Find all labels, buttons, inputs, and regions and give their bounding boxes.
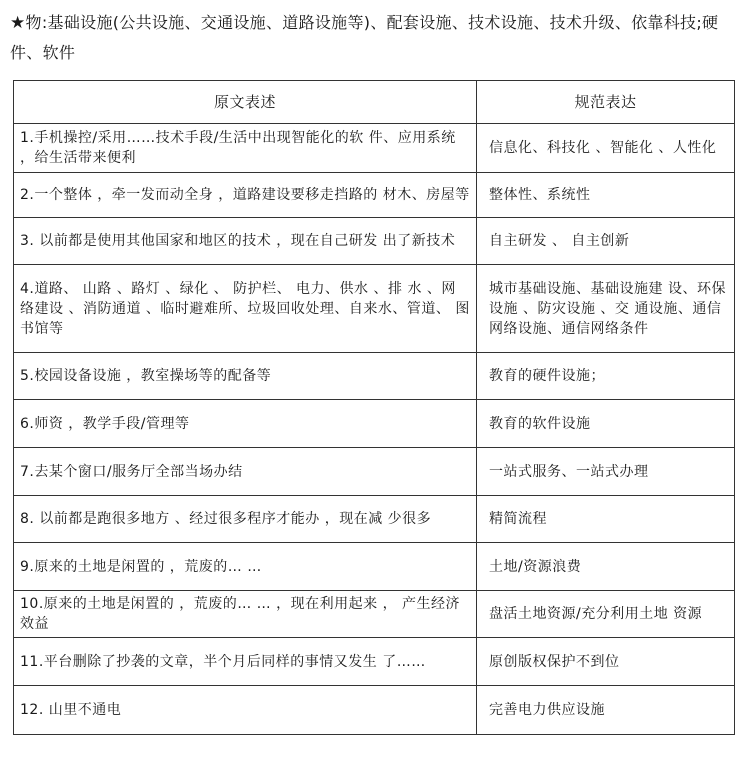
cell-standard: 精简流程 xyxy=(477,496,735,543)
cell-standard: 盘活土地资源/充分利用土地 资源 xyxy=(477,591,735,638)
cell-original: 3. 以前都是使用其他国家和地区的技术 ，现在自己研发 出了新技术 xyxy=(14,218,477,265)
cell-original: 12. 山里不通电 xyxy=(14,686,477,735)
cell-standard: 原创版权保护不到位 xyxy=(477,638,735,686)
cell-original: 4.道路、 山路 、路灯 、绿化 、 防护栏、 电力、供水 、排 水 、网络建设 、消防通道 、临时避难所、垃圾回收处理、自来水、管道、 图书馆等 xyxy=(14,265,477,353)
cell-original: 9.原来的土地是闲置的 ，荒废的… … xyxy=(14,543,477,591)
cell-original: 6.师资 ，教学手段/管理等 xyxy=(14,400,477,448)
cell-original: 2.一个整体 ，牵一发而动全身 ，道路建设要移走挡路的 材木、房屋等 xyxy=(14,173,477,218)
table-row xyxy=(14,496,735,543)
table-row xyxy=(14,591,735,638)
cell-original: 10.原来的土地是闲置的 ，荒废的… … ，现在利用起来 ， 产生经济效益 xyxy=(14,591,477,638)
star-icon: ★ xyxy=(10,13,26,33)
cell-standard: 教育的软件设施 xyxy=(477,400,735,448)
table-row xyxy=(14,218,735,265)
cell-original: 8. 以前都是跑很多地方 、经过很多程序才能办 ，现在减 少很多 xyxy=(14,496,477,543)
cell-original: 7.去某个窗口/服务厅全部当场办结 xyxy=(14,448,477,496)
intro-paragraph xyxy=(10,8,738,67)
cell-standard: 一站式服务、一站式办理 xyxy=(477,448,735,496)
table-row xyxy=(14,543,735,591)
table-row xyxy=(14,353,735,400)
cell-standard: 城市基础设施、基础设施建 设、环保设施 、防灾设施 、交 通设施、通信网络设施、通信网络条件 xyxy=(477,265,735,353)
cell-standard: 自主研发 、 自主创新 xyxy=(477,218,735,265)
header-standard: 规范表达 xyxy=(477,81,735,124)
table-row xyxy=(14,686,735,735)
cell-original: 5.校园设备设施 ，教室操场等的配备等 xyxy=(14,353,477,400)
expression-table xyxy=(13,80,735,735)
cell-standard: 整体性、系统性 xyxy=(477,173,735,218)
cell-original: 11.平台删除了抄袭的文章，半个月后同样的事情又发生 了…… xyxy=(14,638,477,686)
table-header-row xyxy=(14,81,735,124)
table-row xyxy=(14,400,735,448)
cell-original: 1.手机操控/采用……技术手段/生活中出现智能化的软 件、应用系统 ，给生活带来便利 xyxy=(14,124,477,173)
table-row xyxy=(14,265,735,353)
table-row xyxy=(14,638,735,686)
intro-text: 物:基础设施(公共设施、交通设施、道路设施等)、配套设施、技术设施、技术升级、依靠科技;硬件、软件 xyxy=(10,13,719,62)
header-original: 原文表述 xyxy=(14,81,477,124)
cell-standard: 完善电力供应设施 xyxy=(477,686,735,735)
table-row xyxy=(14,173,735,218)
cell-standard: 土地/资源浪费 xyxy=(477,543,735,591)
table-row xyxy=(14,448,735,496)
cell-standard: 教育的硬件设施； xyxy=(477,353,735,400)
table-row xyxy=(14,124,735,173)
cell-standard: 信息化、科技化 、智能化 、人性化 xyxy=(477,124,735,173)
